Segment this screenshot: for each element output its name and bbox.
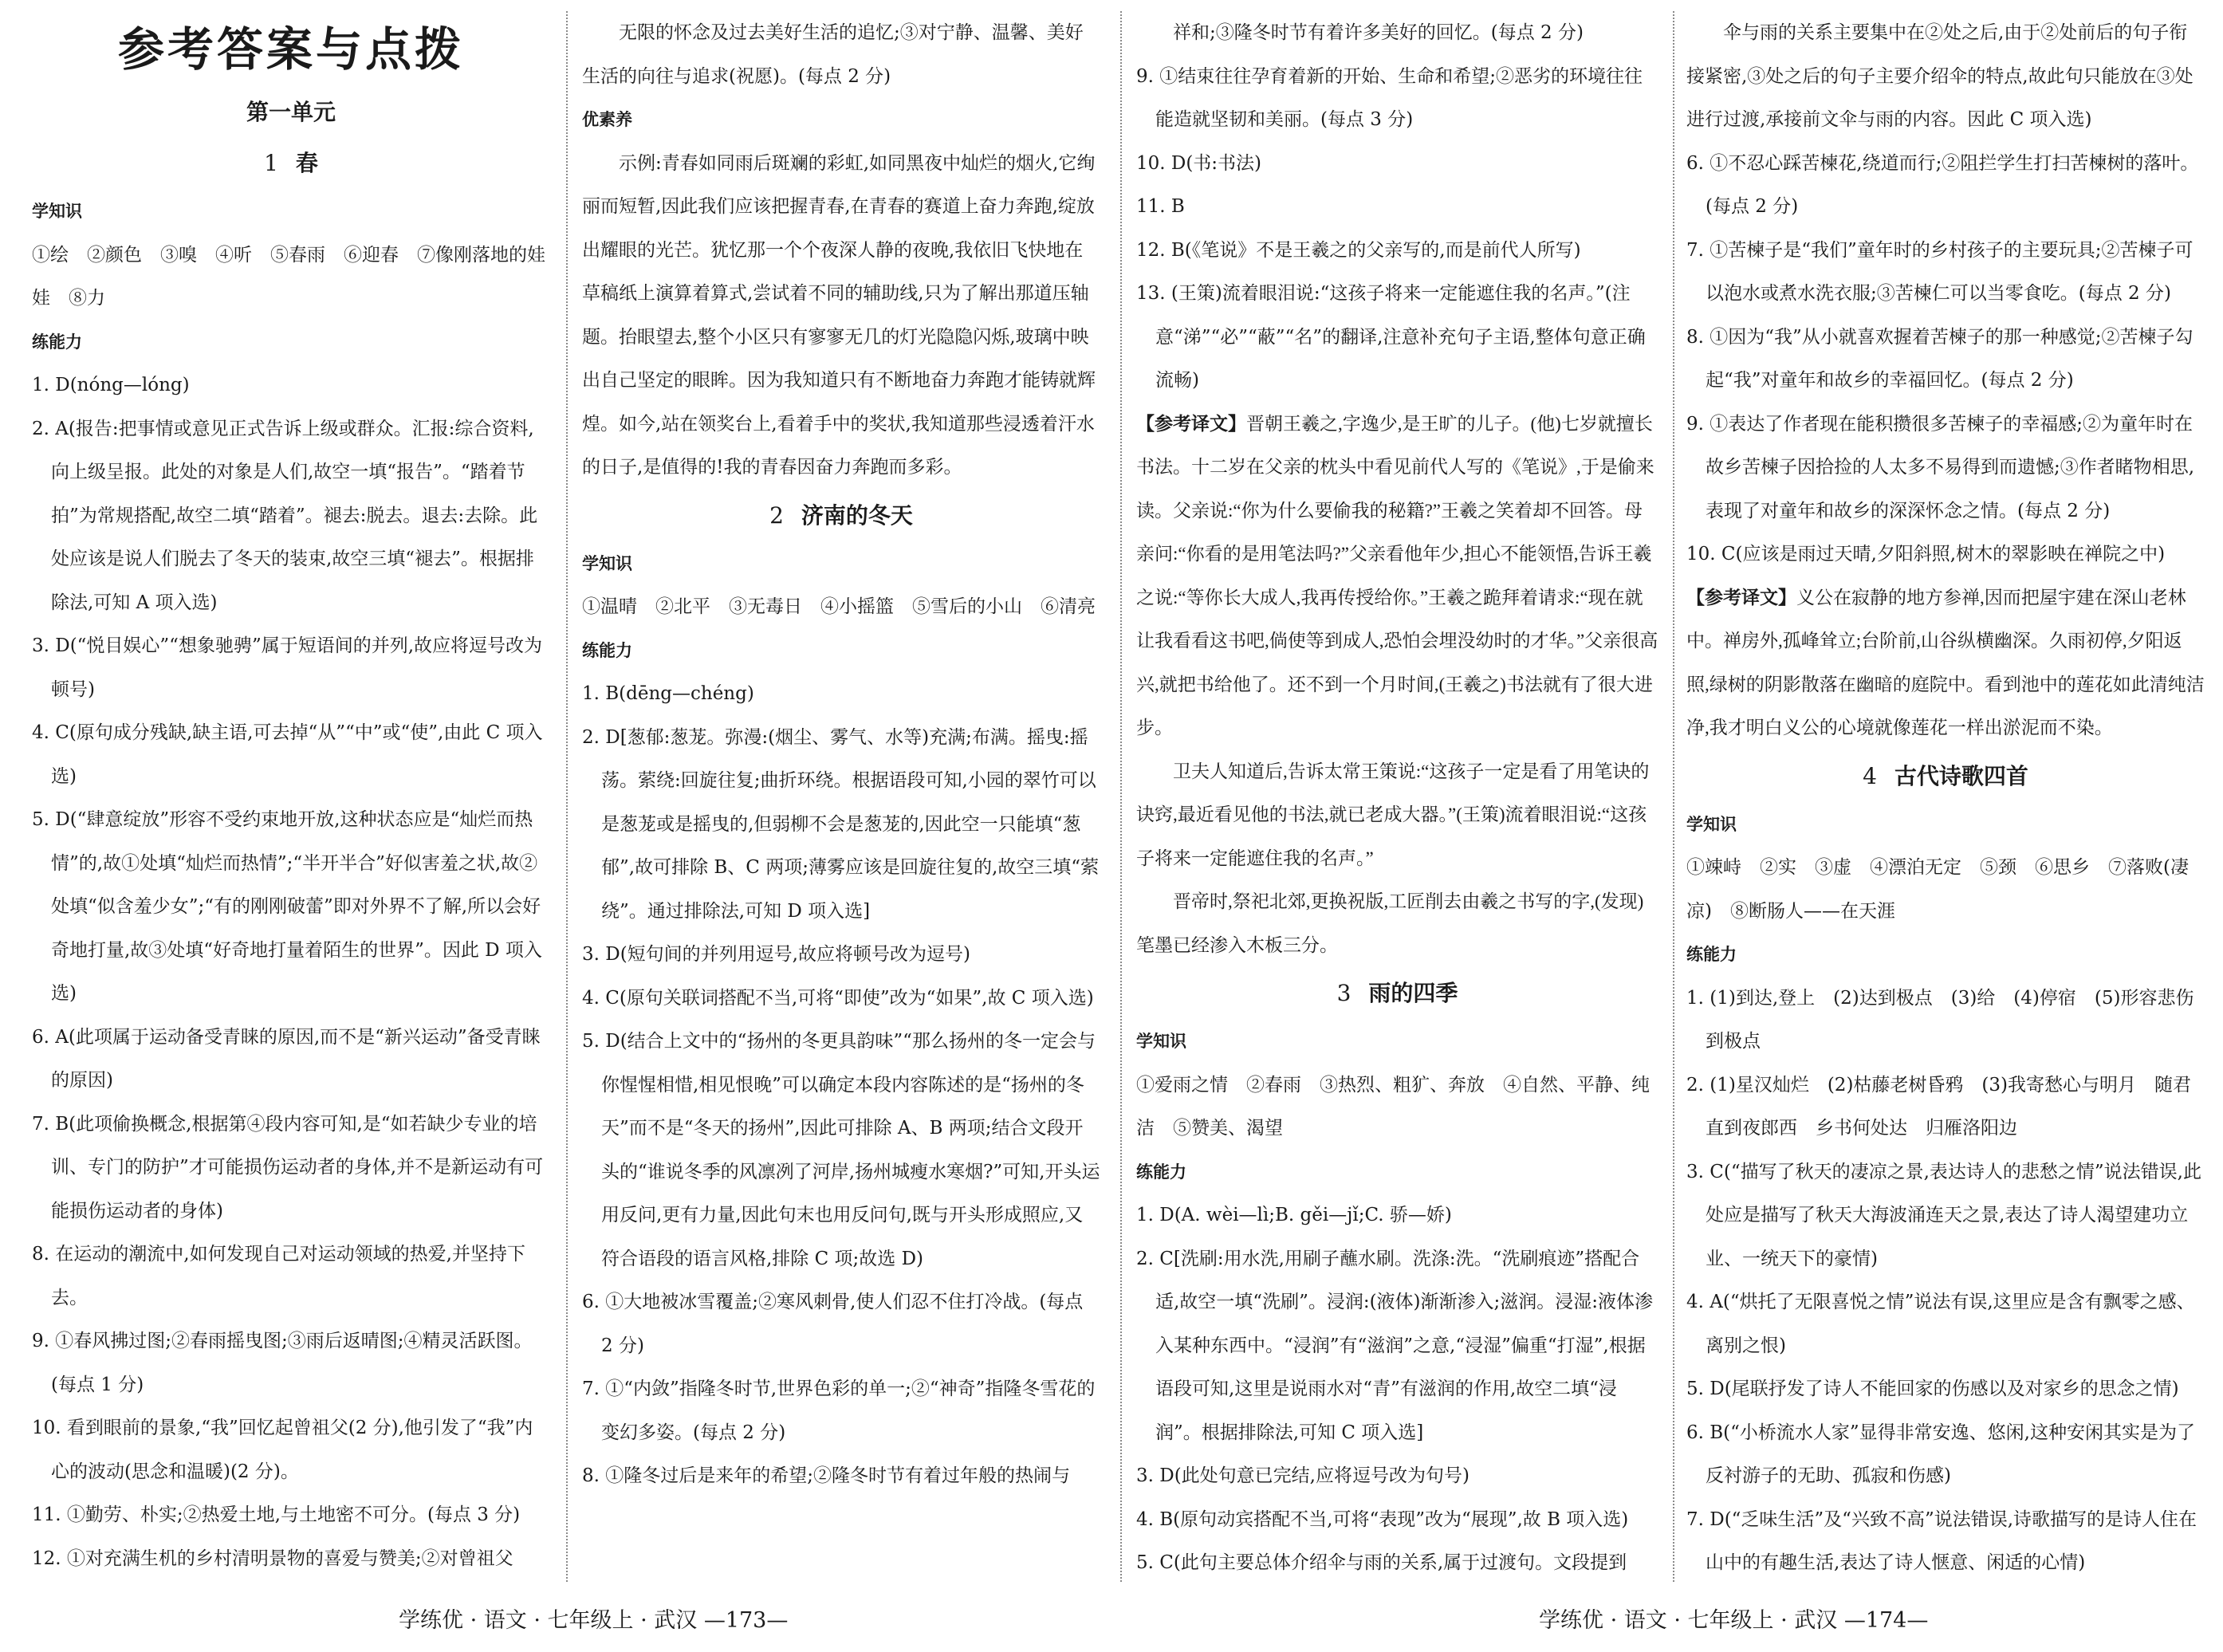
lesson-heading: [1686, 750, 2205, 803]
answer-item: 2. C[洗刷:用水洗,用刷子蘸水刷。洗涤:洗。“洗刷痕迹”搭配合适,故空一填“洗刷”。浸润:(液体)渐渐渗入;滋润。浸湿:液体渗入某种东西中。“浸润”有“滋润”之意,“浸湿”偏重“打湿”,根据语段可知,这里是说雨水对“青”有滋润的作用,故空二填“浸润”。根据排除法,可知 C 项入选]: [1136, 1248, 1654, 1443]
answer-line: ①绘 ②颜色 ③嗅 ④听 ⑤春雨 ⑥迎春 ⑦像刚落地的娃娃 ⑧力: [32, 244, 545, 309]
translation-text: 义公在寂静的地方参禅,因而把屋宇建在深山老林中。禅房外,孤峰耸立;台阶前,山谷纵横幽深。久雨初停,夕阳返照,绿树的阴影散落在幽暗的庭院中。看到池中的莲花如此清纯洁净,我才明白义公的心境就像莲花一样出淤泥而不染。: [1686, 587, 2205, 738]
section-label: 学知识: [582, 553, 632, 573]
answer-item: 12. B(《笔说》不是王羲之的父亲写的,而是前代人所写): [1136, 239, 1581, 261]
answer-item: 5. D(结合上文中的“扬州的冬更具韵味”“那么扬州的冬一定会与你惺惺相惜,相见恨晚”可以确定本段内容陈述的是“扬州的冬天”而不是“冬天的扬州”,因此可排除 A、B 两项;结合文段开头的“谁说冬季的风凛冽了河岸,扬州城瘦水寒烟?”可知,开头运用反问,更有力量,因此句末也用反问句,既与开头形成照应,又符合语段的语言风格,排除 C 项;故选 D): [582, 1031, 1100, 1269]
column-4: [1686, 11, 2205, 1588]
answer-line: ①爱雨之情 ②春雨 ③热烈、粗犷、奔放 ④自然、平静、纯洁 ⑤赞美、渴望: [1136, 1074, 1650, 1139]
essay-sample: 示例:青春如同雨后斑斓的彩虹,如同黑夜中灿烂的烟火,它绚丽而短暂,因此我们应该把握青春,在青春的赛道上奋力奔跑,绽放出耀眼的光芒。犹忆那一个个夜深人静的夜晚,我依旧飞快地在草稿纸上演算着算式,尝试着不同的辅助线,只为了解出那道压轴题。抬眼望去,整个小区只有寥寥无几的灯光隐隐闪烁,玻璃中映出自己坚定的眼眸。因为我知道只有不断地奋力奔跑才能铸就辉煌。如今,站在领奖台上,看着手中的奖状,我知道那些浸透着汗水的日子,是值得的!我的青春因奋力奔跑而多彩。: [582, 152, 1096, 478]
answer-item: 1. D(A. wèi—lì;B. gěi—jǐ;C. 骄—娇): [1136, 1205, 1452, 1225]
lesson-number: 4: [1863, 762, 1877, 789]
answer-item: 1. B(dēng—chéng): [582, 683, 754, 704]
answer-item: 9. ①结束往往孕育着新的开始、生命和希望;②恶劣的环境往往能造就坚韧和美丽。(每点 3 分): [1136, 65, 1643, 130]
answer-item: 4. C(原句成分残缺,缺主语,可去掉“从”“中”或“使”,由此 C 项入选): [32, 722, 543, 787]
answer-continuation: 伞与雨的关系主要集中在②处之后,由于②处前后的句子衔接紧密,③处之后的句子主要介绍伞的特点,故此句只能放在③处进行过渡,承接前文伞与雨的内容。因此 C 项入选): [1686, 22, 2193, 130]
answer-item: 13. (王策)流着眼泪说:“这孩子将来一定能遮住我的名声。”(注意“涕”“必”“蔽”“名”的翻译,注意补充句子主语,整体句意正确流畅): [1136, 283, 1646, 391]
answer-item: 4. A(“烘托了无限喜悦之情”说法有误,这里应是含有飘零之感、离别之恨): [1686, 1292, 2195, 1356]
answer-continuation: 无限的怀念及过去美好生活的追忆;③对宁静、温馨、美好生活的向往与追求(祝愿)。(每点 2 分): [582, 22, 1084, 87]
answer-item: 1. (1)到达,登上 (2)达到极点 (3)给 (4)停宿 (5)形容悲伤到极点: [1686, 987, 2194, 1052]
answer-item: 3. D(此处句意已完结,应将逗号改为句号): [1136, 1465, 1470, 1486]
answer-item: 2. D[葱郁:葱茏。弥漫:(烟尘、雾气、水等)充满;布满。摇曳:摇荡。萦绕:回旋往复;曲折环绕。根据语段可知,小园的翠竹可以是葱茏或是摇曳的,但弱柳不会是葱茏的,因此空一只能填“葱郁”,故可排除 B、C 两项;薄雾应该是回旋往复的,故空三填“萦绕”。通过排除法,可知 D 项入选]: [582, 726, 1100, 922]
answer-line: ①竦峙 ②实 ③虚 ④漂泊无定 ⑤颈 ⑥思乡 ⑦落败(凄凉) ⑧断肠人——在天涯: [1686, 857, 2189, 922]
answer-item: 9. ①春风拂过图;②春雨摇曳图;③雨后返晴图;④精灵活跃图。(每点 1 分): [32, 1331, 533, 1395]
section-label: 练能力: [32, 332, 82, 352]
lesson-number: 2: [769, 502, 784, 529]
answer-item: 8. 在运动的潮流中,如何发现自己对运动领域的热爱,并坚持下去。: [32, 1244, 525, 1308]
column-divider: [566, 11, 568, 1582]
answer-continuation: 祥和;③隆冬时节有着许多美好的回忆。(每点 2 分): [1173, 22, 1584, 43]
answer-item: 9. ①表达了作者现在能积攒很多苦楝子的幸福感;②为童年时在故乡苦楝子因拾捡的人太多不易得到而遗憾;③作者睹物相思,表现了对童年和故乡的深深怀念之情。(每点 2 分): [1686, 413, 2195, 521]
answer-item: 6. ①大地被冰雪覆盖;②寒风刺骨,使人们忍不住打冷战。(每点 2 分): [582, 1292, 1084, 1356]
answer-item: 4. B(原句动宾搭配不当,可将“表现”改为“展现”,故 B 项入选): [1136, 1508, 1629, 1530]
translation-paragraph: [1686, 1585, 2205, 1589]
lesson-title: 雨的四季: [1368, 980, 1458, 1006]
answer-item: 1. D(nóng—lóng): [32, 375, 190, 395]
lesson-heading: [1136, 967, 1658, 1020]
answer-item: 7. ①苦楝子是“我们”童年时的乡村孩子的主要玩具;②苦楝子可以泡水或煮水洗衣服;③苦楝仁可以当零食吃。(每点 2 分): [1686, 239, 2193, 304]
section-label: 练能力: [1136, 1162, 1186, 1182]
answer-item: 10. 看到眼前的景象,“我”回忆起曾祖父(2 分),他引发了“我”内心的波动(思念和温暖)(2 分)。: [32, 1418, 533, 1482]
section-label: 学知识: [1136, 1032, 1186, 1051]
answer-item: 6. B(“小桥流水人家”显得非常安逸、悠闲,这种安闲其实是为了反衬游子的无助、孤寂和伤感): [1686, 1422, 2195, 1486]
translation-paragraph: 晋帝时,祭祀北郊,更换祝版,工匠削去由羲之书写的字,(发现)笔墨已经渗入木板三分。: [1136, 891, 1644, 955]
answer-item: 8. ①因为“我”从小就喜欢握着苦楝子的那一种感觉;②苦楝子勾起“我”对童年和故乡的幸福回忆。(每点 2 分): [1686, 326, 2193, 391]
page-title: 参考答案与点拨: [117, 22, 464, 77]
lesson-number: 1: [264, 150, 278, 176]
answer-item: 4. C(原句关联词搭配不当,可将“即使”改为“如果”,故 C 项入选): [582, 987, 1094, 1009]
translation-paragraph: [1686, 576, 2205, 750]
column-divider: [1673, 11, 1674, 1582]
column-3: [1136, 11, 1658, 1588]
answer-item: 5. D(“肆意绽放”形容不受约束地开放,这种状态应是“灿烂而热情”的,故①处填“灿烂而热情”;“半开半合”好似害羞之状,故②处填“似含羞少女”;“有的刚刚破蕾”即对外界不了解,所以会好奇地打量,故③处填“好奇地打量着陌生的世界”。因此 D 项入选): [32, 809, 542, 1004]
answer-item: 7. B(此项偷换概念,根据第④段内容可知,是“如若缺少专业的培训、专门的防护”才可能损伤运动者的身体,并不是新运动有可能损伤运动者的身体): [32, 1113, 544, 1221]
answer-item: 5. C(此句主要总体介绍伞与雨的关系,属于过渡句。文段提到: [1136, 1552, 1627, 1573]
answer-line: ①温晴 ②北平 ③无毒日 ④小摇篮 ⑤雪后的小山 ⑥清亮: [582, 596, 1096, 617]
lesson-title: 春: [295, 150, 318, 176]
lesson-heading: [582, 490, 1100, 542]
page-footer-right: 学练优 · 语文 · 七年级上 · 武汉 —174—: [1539, 1608, 1929, 1633]
answer-item: 10. C(应该是雨过天晴,夕阳斜照,树木的翠影映在禅院之中): [1686, 544, 2166, 564]
lesson-title: 古代诗歌四首: [1894, 762, 2028, 789]
answer-item: 12. ①对充满生机的乡村清明景物的喜爱与赞美;②对曾祖父: [32, 1548, 513, 1569]
answer-item: 6. ①不忍心踩苦楝花,绕道而行;②阻拦学生打扫苦楝树的落叶。(每点 2 分): [1686, 152, 2199, 217]
page-footer-left: 学练优 · 语文 · 七年级上 · 武汉 —173—: [399, 1608, 789, 1633]
answer-item: 10. D(书:书法): [1136, 152, 1262, 174]
answer-item: 5. D(尾联抒发了诗人不能回家的伤感以及对家乡的思念之情): [1686, 1379, 2179, 1399]
section-label: 学知识: [1686, 814, 1737, 834]
column-2: [582, 11, 1100, 1588]
answer-item: 11. B: [1136, 196, 1185, 217]
lesson-number: 3: [1336, 980, 1352, 1006]
answer-item: 8. ①隆冬过后是来年的希望;②隆冬时节有着过年般的热闹与: [582, 1465, 1071, 1486]
translation-label: 【参考译文】: [1686, 587, 1796, 608]
unit-heading: 第一单元: [246, 99, 336, 125]
section-label: 优素养: [582, 110, 632, 129]
column-divider: [1120, 11, 1122, 1582]
answer-item: 7. ①“内敛”指隆冬时节,世界色彩的单一;②“神奇”指隆冬雪花的变幻多姿。(每点 2 分): [582, 1379, 1096, 1443]
translation-paragraph: 卫夫人知道后,告诉太常王策说:“这孩子一定是看了用笔诀的诀窍,最近看见他的书法,就已老成大器。”(王策)流着眼泪说:“这孩子将来一定能遮住我的名声。”: [1136, 761, 1650, 868]
section-label: 学知识: [32, 202, 82, 221]
translation-label: 【参考译文】: [1136, 413, 1246, 435]
translation-text: 晋朝王羲之,字逸少,是王旷的儿子。(他)七岁就擅长书法。十二岁在父亲的枕头中看见前代人写的《笔说》,于是偷来读。父亲说:“你为什么要偷我的秘籍?”王羲之笑着却不回答。母亲问:“你看的是用笔法吗?”父亲看他年少,担心不能领悟,告诉王羲之说:“等你长大成人,我再传授给你。”王羲之跪拜着请求:“现在就让我看看这书吧,倘使等到成人,恐怕会埋没幼时的才华。”父亲很高兴,就把书给他了。还不到一个月时间,(王羲之)书法就有了很大进步。: [1136, 413, 1658, 738]
answer-item: 2. (1)星汉灿烂 (2)枯藤老树昏鸦 (3)我寄愁心与明月 随君直到夜郎西 乡书何处达 归雁洛阳边: [1686, 1074, 2191, 1139]
translation-paragraph: [1136, 403, 1658, 750]
answer-item: 2. A(报告:把事情或意见正式告诉上级或群众。汇报:综合资料,向上级呈报。此处的对象是人们,故空一填“报告”。“踏着节拍”为常规搭配,故空二填“踏着”。褪去:脱去。退去:去除。此处应该是说人们脱去了冬天的装束,故空三填“褪去”。根据排除法,可知 A 项入选): [32, 418, 538, 613]
answer-item: 6. A(此项属于运动备受青睐的原因,而不是“新兴运动”备受青睐的原因): [32, 1026, 541, 1091]
answer-item: 11. ①勤劳、朴实;②热爱土地,与土地密不可分。(每点 3 分): [32, 1504, 521, 1525]
answer-item: 3. D(短句间的并列用逗号,故应将顿号改为逗号): [582, 944, 970, 965]
column-1: [32, 11, 550, 1588]
answer-item: 7. D(“乏味生活”及“兴致不高”说法错误,诗歌描写的是诗人住在山中的有趣生活,表达了诗人惬意、闲适的心情): [1686, 1508, 2197, 1573]
section-label: 练能力: [582, 640, 632, 660]
answer-item: 3. D(“悦目娱心”“想象驰骋”属于短语间的并列,故应将逗号改为顿号): [32, 635, 543, 700]
lesson-heading: [32, 137, 550, 190]
lesson-title: 济南的冬天: [801, 502, 913, 529]
answer-item: 3. C(“描写了秋天的凄凉之景,表达诗人的悲愁之情”说法错误,此处应是描写了秋天大海波涌连天之景,表达了诗人渴望建功立业、一统天下的豪情): [1686, 1161, 2201, 1269]
section-label: 练能力: [1686, 945, 1737, 964]
